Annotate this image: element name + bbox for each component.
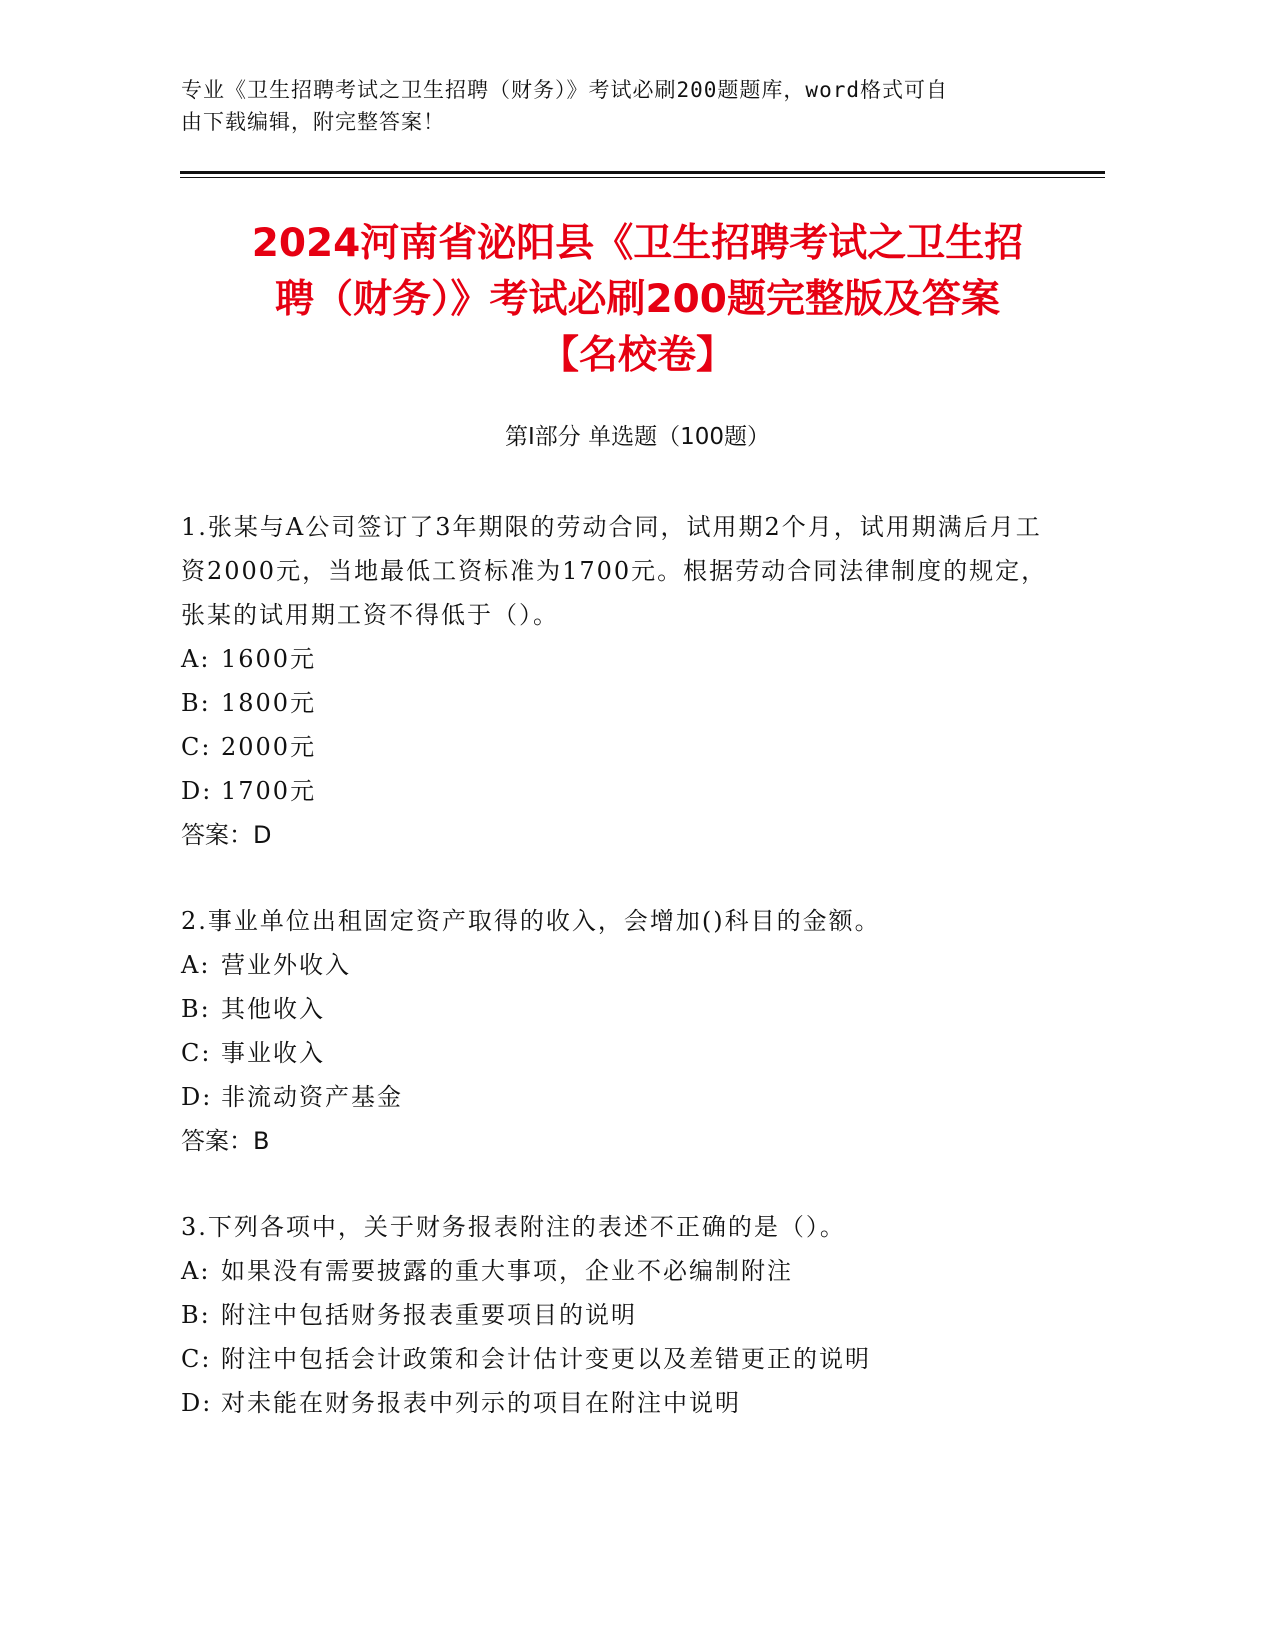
header-note — [181, 74, 1051, 138]
option-letter: D: — [181, 1389, 213, 1417]
option-d — [181, 1075, 1061, 1119]
option-b — [181, 1293, 1061, 1337]
question-stem: 1.张某与A公司签订了3年期限的劳动合同，试用期2个月，试用期满后月工资2000元，当地最低工资标准为1700元。根据劳动合同法律制度的规定，张某的试用期工资不得低于（）。 — [181, 513, 1048, 629]
question-list — [181, 505, 1061, 1467]
title-line: 聘（财务）》考试必刷200题完整版及答案 — [275, 277, 1000, 322]
option-text: 非流动资产基金 — [221, 1083, 403, 1111]
option-letter: B: — [181, 1301, 211, 1329]
option-text: 对未能在财务报表中列示的项目在附注中说明 — [221, 1389, 741, 1417]
option-c — [181, 1337, 1061, 1381]
option-letter: A: — [181, 645, 211, 673]
option-c — [181, 1031, 1061, 1075]
option-letter: A: — [181, 1257, 211, 1285]
option-letter: D: — [181, 777, 213, 805]
option-text: 1800元 — [221, 689, 317, 717]
option-text: 事业收入 — [221, 1039, 325, 1067]
option-a — [181, 1249, 1061, 1293]
option-text: 营业外收入 — [221, 951, 351, 979]
question-item — [181, 1205, 1061, 1425]
question-item — [181, 505, 1061, 857]
title-line: 【名校卷】 — [539, 333, 735, 378]
question-item — [181, 899, 1061, 1163]
option-letter: D: — [181, 1083, 213, 1111]
document-title — [150, 216, 1125, 384]
option-letter: B: — [181, 995, 211, 1023]
option-a — [181, 943, 1061, 987]
option-text: 附注中包括财务报表重要项目的说明 — [221, 1301, 637, 1329]
header-note-line: 专业《卫生招聘考试之卫生招聘（财务）》考试必刷200题题库，word格式可自 — [181, 78, 948, 102]
option-letter: B: — [181, 689, 211, 717]
option-text: 附注中包括会计政策和会计估计变更以及差错更正的说明 — [221, 1345, 871, 1373]
option-letter: C: — [181, 733, 212, 761]
title-line: 2024河南省泌阳县《卫生招聘考试之卫生招 — [251, 221, 1024, 266]
question-stem: 2.事业单位出租固定资产取得的收入，会增加()科目的金额。 — [181, 907, 881, 935]
section-title: 第Ⅰ部分 单选题（100题） — [505, 424, 770, 450]
option-text: 1700元 — [221, 777, 317, 805]
option-a — [181, 637, 1061, 681]
option-d — [181, 1381, 1061, 1425]
option-text: 其他收入 — [221, 995, 325, 1023]
option-c — [181, 725, 1061, 769]
option-b — [181, 987, 1061, 1031]
option-letter: C: — [181, 1345, 212, 1373]
header-rule-thin — [180, 177, 1105, 178]
option-text: 1600元 — [221, 645, 317, 673]
option-letter: C: — [181, 1039, 212, 1067]
header-rule-thick — [180, 171, 1105, 174]
option-letter: A: — [181, 951, 211, 979]
option-text: 2000元 — [221, 733, 317, 761]
question-stem: 3.下列各项中，关于财务报表附注的表述不正确的是（）。 — [181, 1213, 846, 1241]
header-note-line: 由下载编辑，附完整答案！ — [181, 110, 445, 134]
answer-line: 答案：B — [181, 1127, 270, 1155]
answer-line: 答案：D — [181, 821, 272, 849]
option-b — [181, 681, 1061, 725]
option-text: 如果没有需要披露的重大事项，企业不必编制附注 — [221, 1257, 793, 1285]
option-d — [181, 769, 1061, 813]
